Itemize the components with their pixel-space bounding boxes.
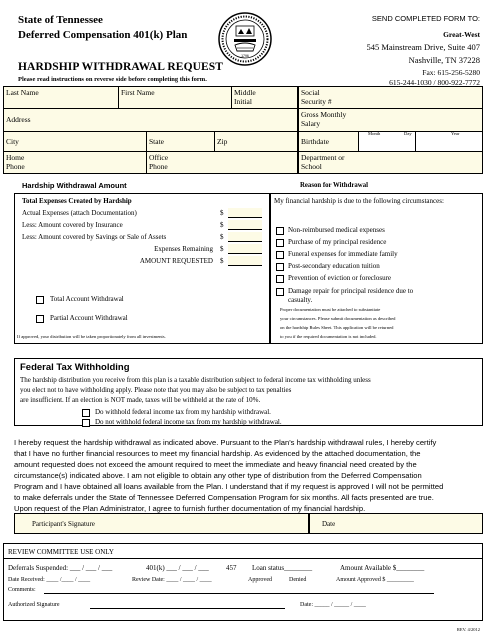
reason-label: Damage repair for principal residence due to casualty. (288, 286, 414, 304)
birth-day-year-field[interactable] (416, 132, 482, 151)
tax-heading: Federal Tax Withholding (20, 362, 130, 373)
reason-checkbox[interactable] (276, 275, 284, 283)
send-to-company: Great-West (443, 30, 480, 39)
tax-text: are insufficient. If an election is NOT made, taxes will be withheld at the rate of 10%. (20, 396, 261, 404)
reason-label: Funeral expenses for immediate family (288, 250, 398, 259)
certification-text: I hereby request the hardship withdrawal as indicated above. Pursuant to the Plan's hardship withdrawal rules, I hereby certify that I have no further financial resources to meet my financial hardship. As evidenced by the attached documentation, the amount requested does not exceed the amount required to meet the immediate and heavy financial need created by the circumstance(s) indicated above. I am not eligible to obtain any other type of distribution from the Deferred Compensation Program and I have obtained all loans available from the Plan. I understand that if my request is approved I will not be permitted to make deferrals under the State of Tennessee Deferred Compensation Program for six months. All facts presented are true. Upon request of the Plan Administrator, I agree to furnish further documentation of my financial hardship. (14, 438, 444, 513)
savings-input[interactable] (228, 232, 262, 242)
signature-date-field[interactable] (309, 513, 483, 534)
office-phone-label: Office Phone (149, 153, 169, 171)
reason-checkbox[interactable] (276, 288, 284, 296)
distribution-footnote: If approved, your distribution will be taken proportionately from all investments. (17, 334, 166, 339)
do-withhold-checkbox[interactable] (82, 409, 90, 417)
amount-available: Amount Available $________ (340, 564, 425, 572)
savings-label: Less: Amount covered by Savings or Sale of Assets (22, 233, 167, 241)
reason-checkbox[interactable] (276, 239, 284, 247)
signature-date-label: Date (322, 520, 336, 528)
review-date: Review Date: ____ / ____ / ____ (132, 577, 212, 583)
authorized-signature-label: Authorized Signature (8, 602, 60, 608)
total-withdrawal-label: Total Account Withdrawal (50, 295, 124, 303)
comments-line[interactable] (44, 593, 434, 594)
zip-label: Zip (217, 137, 228, 146)
state-field[interactable] (147, 132, 214, 151)
total-withdrawal-checkbox[interactable] (36, 296, 44, 304)
send-to-heading: SEND COMPLETED FORM TO: (371, 14, 480, 23)
send-to-phone: 615-244-1030 / 800-922-7772 (389, 78, 480, 87)
office-phone-field[interactable] (147, 152, 297, 173)
last-name-label: Last Name (6, 88, 39, 97)
plan-457-label: 457 (226, 564, 237, 572)
zip-field[interactable] (215, 132, 297, 151)
plan-401k-date: 401(k) ___ / ___ / ___ (146, 564, 209, 572)
home-phone-field[interactable] (4, 152, 146, 173)
send-to-street: 545 Mainstream Drive, Suite 407 (366, 42, 480, 52)
deferrals-suspended: Deferrals Suspended: ___ / ___ / ___ (8, 564, 113, 572)
birthdate-field[interactable] (299, 132, 358, 151)
plan-name: Deferred Compensation 401(k) Plan (18, 29, 188, 41)
city-field[interactable] (4, 132, 146, 151)
address-field[interactable] (4, 109, 297, 131)
do-not-withhold-label: Do not withhold federal income tax from my hardship withdrawal. (95, 418, 282, 426)
gross-salary-label: Gross Monthly Salary (301, 110, 347, 128)
expenses-remaining-input[interactable] (228, 244, 262, 254)
address-label: Address (6, 115, 31, 124)
ssn-label: Social Security # (301, 88, 332, 106)
reason-label: Prevention of eviction or foreclosure (288, 274, 392, 283)
reason-heading: Reason for Withdrawal (300, 182, 368, 189)
loan-status: Loan status________ (252, 564, 313, 572)
first-name-label: First Name (121, 88, 155, 97)
home-phone-label: Home Phone (6, 153, 25, 171)
reason-label: Purchase of my principal residence (288, 238, 387, 247)
reason-checkbox[interactable] (276, 227, 284, 235)
dollar-sign: $ (220, 257, 224, 265)
instructions-note: Please read instructions on reverse side before completing this form. (18, 76, 207, 83)
authorized-signature-line[interactable] (90, 608, 285, 609)
last-name-field[interactable] (4, 87, 118, 108)
tennessee-seal-icon (217, 11, 273, 67)
send-to-city: Nashville, TN 37228 (408, 55, 480, 65)
authorized-date: Date: _____ / _____ / ____ (300, 602, 366, 608)
department-label: Department or School (301, 153, 345, 171)
partial-withdrawal-checkbox[interactable] (36, 315, 44, 323)
tax-text: you elect not to have withholding apply. Please note that you may also be subject to tax penalties (20, 386, 292, 394)
tax-text: The hardship distribution you receive from this plan is a taxable distribution subject to federal income tax withholding unless (20, 376, 371, 384)
middle-initial-field[interactable] (232, 87, 297, 108)
partial-withdrawal-label: Partial Account Withdrawal (50, 314, 128, 322)
city-label: City (6, 137, 19, 146)
amount-requested-input[interactable] (228, 256, 262, 266)
insurance-label: Less: Amount covered by Insurance (22, 221, 123, 229)
expenses-remaining-label: Expenses Remaining (154, 245, 213, 253)
gross-salary-field[interactable] (299, 109, 482, 131)
do-withhold-label: Do withhold federal income tax from my hardship withdrawal. (95, 408, 271, 416)
participant-signature-field[interactable] (14, 513, 309, 534)
year-label: Year (451, 131, 460, 136)
day-label: Day (404, 131, 412, 136)
approved-label: Approved (248, 577, 272, 583)
birthdate-label: Birthdate (301, 137, 329, 146)
state-name: State of Tennessee (18, 14, 103, 26)
reason-label: Post-secondary education tuition (288, 262, 380, 271)
actual-expenses-label: Actual Expenses (attach Documentation) (22, 209, 137, 217)
send-to-fax: Fax: 615-256-5280 (422, 68, 480, 77)
middle-initial-label: Middle Initial (234, 88, 256, 106)
ssn-field[interactable] (299, 87, 482, 108)
amount-requested-label: AMOUNT REQUESTED (139, 257, 213, 265)
dollar-sign: $ (220, 209, 224, 217)
review-heading: REVIEW COMMITTEE USE ONLY (8, 548, 114, 556)
state-label: State (149, 137, 164, 146)
reason-intro: My financial hardship is due to the following circumstances: (274, 197, 444, 205)
dollar-sign: $ (220, 245, 224, 253)
documentation-note: to you if the required documentation is not included. (280, 334, 377, 339)
dollar-sign: $ (220, 233, 224, 241)
dollar-sign: $ (220, 221, 224, 229)
comments-label: Comments: (8, 587, 36, 593)
svg-text:1796: 1796 (241, 54, 249, 58)
form-title: HARDSHIP WITHDRAWAL REQUEST (18, 61, 224, 73)
denied-label: Denied (289, 577, 307, 583)
reason-checkbox[interactable] (276, 251, 284, 259)
total-expenses-heading: Total Expenses Created by Hardship (22, 197, 132, 205)
date-received: Date Received: ____ /____ / ____ (8, 577, 91, 583)
department-field[interactable] (299, 152, 482, 173)
reason-checkbox[interactable] (276, 263, 284, 271)
do-not-withhold-checkbox[interactable] (82, 419, 90, 427)
documentation-note: on the hardship Rules Sheet. This application will be returned (280, 325, 394, 330)
revision-date: REV. 4/2012 (456, 627, 480, 632)
participant-signature-label: Participant's Signature (32, 520, 95, 528)
actual-expenses-input[interactable] (228, 208, 262, 218)
documentation-note: Proper documentation must be attached to substantiate (280, 307, 381, 312)
insurance-input[interactable] (228, 220, 262, 230)
first-name-field[interactable] (119, 87, 231, 108)
documentation-note: your circumstances. Please submit documentation as described (280, 316, 396, 321)
amount-approved: Amount Approved $ _________ (336, 577, 414, 583)
month-label: Month (368, 131, 381, 136)
reason-label: Non-reimbursed medical expenses (288, 226, 385, 234)
amount-heading: Hardship Withdrawal Amount (22, 181, 127, 190)
